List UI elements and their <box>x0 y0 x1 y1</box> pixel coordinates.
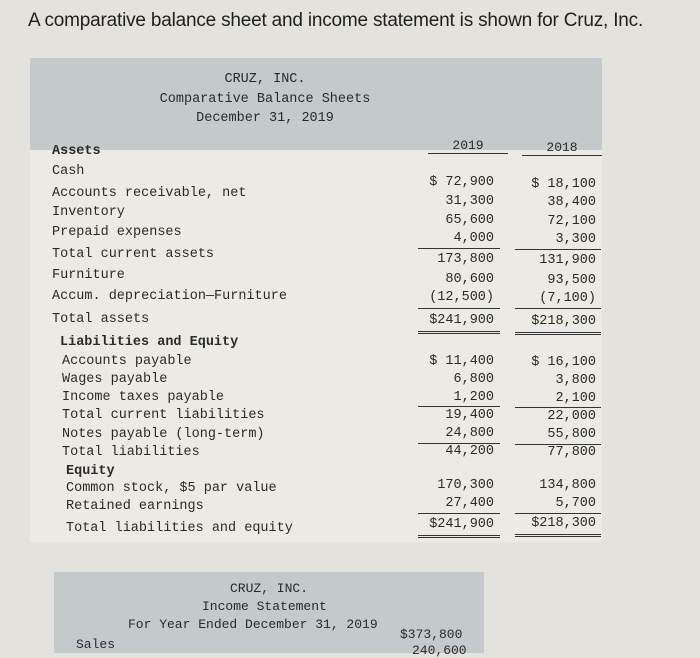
value-2019-notes-payable: 24,800 <box>445 426 494 441</box>
rule-2018-assets <box>515 308 601 309</box>
row-label-retained-earnings: Retained earnings <box>66 499 204 514</box>
income-statement-title: Income Statement <box>202 599 327 614</box>
value-2018-total-current-assets: 131,900 <box>539 253 596 268</box>
value-2018-furniture: 93,500 <box>547 273 596 288</box>
value-2019-wages-payable: 6,800 <box>453 372 494 387</box>
value-sales: $373,800 <box>400 627 463 642</box>
value-2018-retained-earnings: 5,700 <box>555 496 596 511</box>
value-2018-total-liabilities: 77,800 <box>547 445 596 460</box>
balance-sheet <box>30 58 602 542</box>
row-label-notes-payable: Notes payable (long-term) <box>62 427 265 442</box>
value-2018-prepaid: 3,300 <box>555 232 596 247</box>
value-2018-inventory: 72,100 <box>547 214 596 229</box>
double-rule-2018-assets <box>515 332 601 335</box>
value-2019-cash: $ 72,900 <box>429 175 494 190</box>
value-2019-total-current-liabilities: 19,400 <box>445 408 494 423</box>
row-label-wages-payable: Wages payable <box>62 372 168 387</box>
rule-2018-current-assets <box>515 249 601 250</box>
value-2019-total-current-assets: 173,800 <box>437 252 494 267</box>
value-2018-total-liabilities-equity: $218,300 <box>531 516 596 531</box>
value-2019-total-liabilities: 44,200 <box>445 444 494 459</box>
rule-2019-assets <box>418 308 500 309</box>
row-label-sales: Sales <box>76 637 116 652</box>
equity-header: Equity <box>66 464 115 479</box>
value-2018-notes-payable: 55,800 <box>547 427 596 442</box>
liabilities-equity-header: Liabilities and Equity <box>60 335 239 350</box>
row-label-prepaid: Prepaid expenses <box>52 225 182 240</box>
statement-title: Comparative Balance Sheets <box>159 92 371 107</box>
rule-2018-current-liabilities <box>515 407 601 408</box>
statement-date: December 31, 2019 <box>196 111 334 126</box>
row-label-total-liabilities: Total liabilities <box>62 445 200 460</box>
double-rule-2018-total <box>515 534 601 537</box>
row-label-inventory: Inventory <box>52 205 125 220</box>
rule-2019-current-liabilities <box>418 406 500 407</box>
row-label-furniture: Furniture <box>52 268 125 283</box>
row-label-accounts-payable: Accounts payable <box>62 354 192 369</box>
row-label-cash: Cash <box>52 164 85 179</box>
value-2019-prepaid: 4,000 <box>453 231 494 246</box>
balance-sheet-banner <box>30 58 602 150</box>
row-label-ar: Accounts receivable, net <box>52 186 247 201</box>
value-2018-ar: 38,400 <box>547 195 596 210</box>
value-2018-total-current-liabilities: 22,000 <box>547 409 596 424</box>
row-label-income-taxes-payable: Income taxes payable <box>62 390 225 405</box>
rule-2019-current-assets <box>418 248 500 249</box>
value-2019-total-assets: $241,900 <box>429 313 494 328</box>
value-2018-common-stock: 134,800 <box>539 478 596 493</box>
column-2018-header: 2018 <box>522 140 602 156</box>
value-2018-accum-depreciation: (7,100) <box>539 291 596 306</box>
value-2019-common-stock: 170,300 <box>437 478 494 493</box>
column-2019-header: 2019 <box>428 138 508 154</box>
row-label-total-current-assets: Total current assets <box>52 247 215 262</box>
value-2018-income-taxes-payable: 2,100 <box>555 391 596 406</box>
value-2019-retained-earnings: 27,400 <box>445 496 494 511</box>
value-2019-income-taxes-payable: 1,200 <box>453 390 494 405</box>
value-2019-furniture: 80,600 <box>445 272 494 287</box>
value-2019-ar: 31,300 <box>445 194 494 209</box>
row-label-total-liabilities-equity: Total liabilities and equity <box>66 521 293 536</box>
income-statement-period: For Year Ended December 31, 2019 <box>128 617 378 632</box>
question-heading: A comparative balance sheet and income statement is shown for Cruz, Inc. <box>28 10 644 31</box>
value-2018-wages-payable: 3,800 <box>555 373 596 388</box>
value-2019-accum-depreciation: (12,500) <box>429 290 494 305</box>
row-label-accum-depreciation: Accum. depreciation—Furniture <box>52 289 287 304</box>
income-company-name: CRUZ, INC. <box>230 581 309 596</box>
company-name: CRUZ, INC. <box>224 72 306 87</box>
value-2019-inventory: 65,600 <box>445 213 494 228</box>
value-2018-cash: $ 18,100 <box>531 177 596 192</box>
assets-header: Assets <box>52 144 101 159</box>
row-label-common-stock: Common stock, $5 par value <box>66 481 277 496</box>
value-2018-accounts-payable: $ 16,100 <box>531 355 596 370</box>
double-rule-2019-assets <box>418 331 500 334</box>
value-next-line: 240,600 <box>412 643 467 658</box>
rule-2019-equity <box>418 513 500 514</box>
row-label-total-current-liabilities: Total current liabilities <box>62 408 265 423</box>
value-2019-accounts-payable: $ 11,400 <box>429 354 494 369</box>
row-label-total-assets: Total assets <box>52 312 150 327</box>
value-2019-total-liabilities-equity: $241,900 <box>429 517 494 532</box>
income-statement <box>54 572 484 658</box>
value-2018-total-assets: $218,300 <box>531 314 596 329</box>
double-rule-2019-total <box>418 535 500 538</box>
rule-2018-equity <box>515 513 601 514</box>
